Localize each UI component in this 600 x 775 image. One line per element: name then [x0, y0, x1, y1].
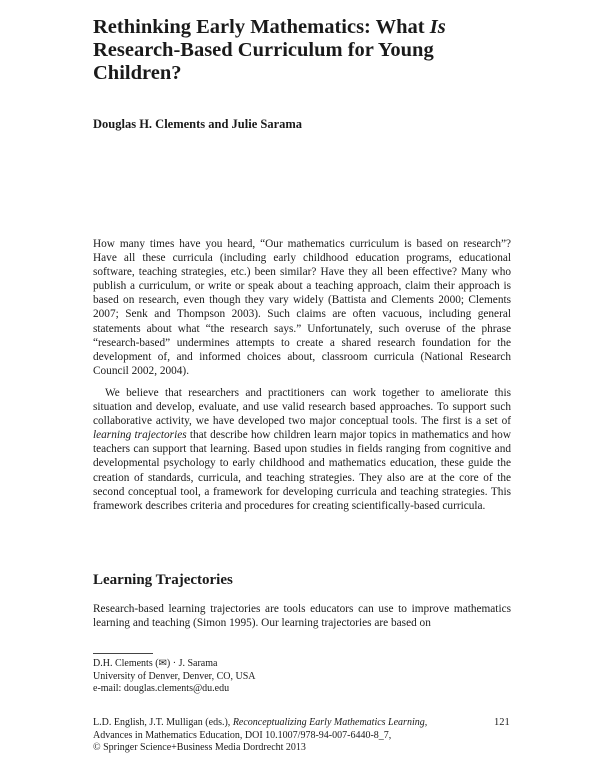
footer-editors: L.D. English, J.T. Mulligan (eds.), [93, 717, 233, 728]
section-heading: Learning Trajectories [93, 572, 233, 588]
title-part-2: Research-Based Curriculum for Young Children? [93, 39, 434, 84]
paragraph-part-2: that describe how children learn major topics in mathematics and how teachers can support that learning. Based upon studies in fields ranging from cognitive and developmental psychology to early childhood and mathematics education, these guide the creation of standards, curricula, and teaching strategies. They also are at the core of the second conceptual tool, a framework for developing curricula and teaching strategies. This framework describes criteria and procedures for creating scientifically-based curricula. [93, 429, 511, 512]
paragraph-emphasis: learning trajectories [93, 429, 187, 442]
author-line: Douglas H. Clements and Julie Sarama [93, 117, 303, 131]
paper-title [93, 16, 523, 85]
body-paragraph-2 [93, 386, 511, 513]
footnote-affiliation: University of Denver, Denver, CO, USA [93, 670, 256, 682]
footer-book-title: Reconceptualizing Early Mathematics Learning, [232, 717, 428, 728]
title-emphasis: Is [429, 16, 446, 38]
author-affiliation-footnote [93, 658, 256, 696]
footnote-email: e-mail: douglas.clements@du.edu [93, 683, 230, 695]
paragraph-text: How many times have you heard, “Our mathematics curriculum is based on research”? Have all these curricula (including early childhood education programs, educational software, teaching strategies, etc.) been similar? Have they all been effective? Many who publish a curriculum, or write or speak about a teaching approach, claim their approach is based on research, even though they vary widely (Battista and Clements 2000; Clements 2007; Senk and Thompson 2003). Such claims are often vacuous, including general statements about what “the research says.” Unfortunately, such overuse of the phrase “research-based” undermines attempts to create a shared research foundation for the development of, and informed choices about, classroom curricula (National Research Council 2002, 2004). [93, 238, 511, 377]
title-part-1: Rethinking Early Mathematics: What [93, 16, 430, 38]
page-number: 121 [494, 717, 510, 728]
footnote-divider [93, 653, 153, 654]
citation-footer [93, 717, 513, 755]
footer-citation-line-2: Advances in Mathematics Education, DOI 10.1007/978-94-007-6440-8_7, [93, 729, 392, 741]
paragraph-text: Research-based learning trajectories are tools educators can use to improve mathematics learning and teaching (Simon 1995). Our learning trajectories are based on [93, 603, 511, 630]
body-paragraph-1 [93, 237, 511, 378]
footer-copyright: © Springer Science+Business Media Dordrecht 2013 [93, 742, 306, 754]
footnote-authors: D.H. Clements (✉) · J. Sarama [93, 658, 218, 669]
paragraph-text [93, 386, 511, 513]
footer-citation-line-1 [93, 717, 513, 730]
body-paragraph-3 [93, 602, 511, 630]
paragraph-part-1: We believe that researchers and practitioners can work together to ameliorate this situation and develop, evaluate, and use valid research based approaches. To support such collaborative activity, we have developed two major conceptual tools. The first is a set of [93, 387, 511, 428]
